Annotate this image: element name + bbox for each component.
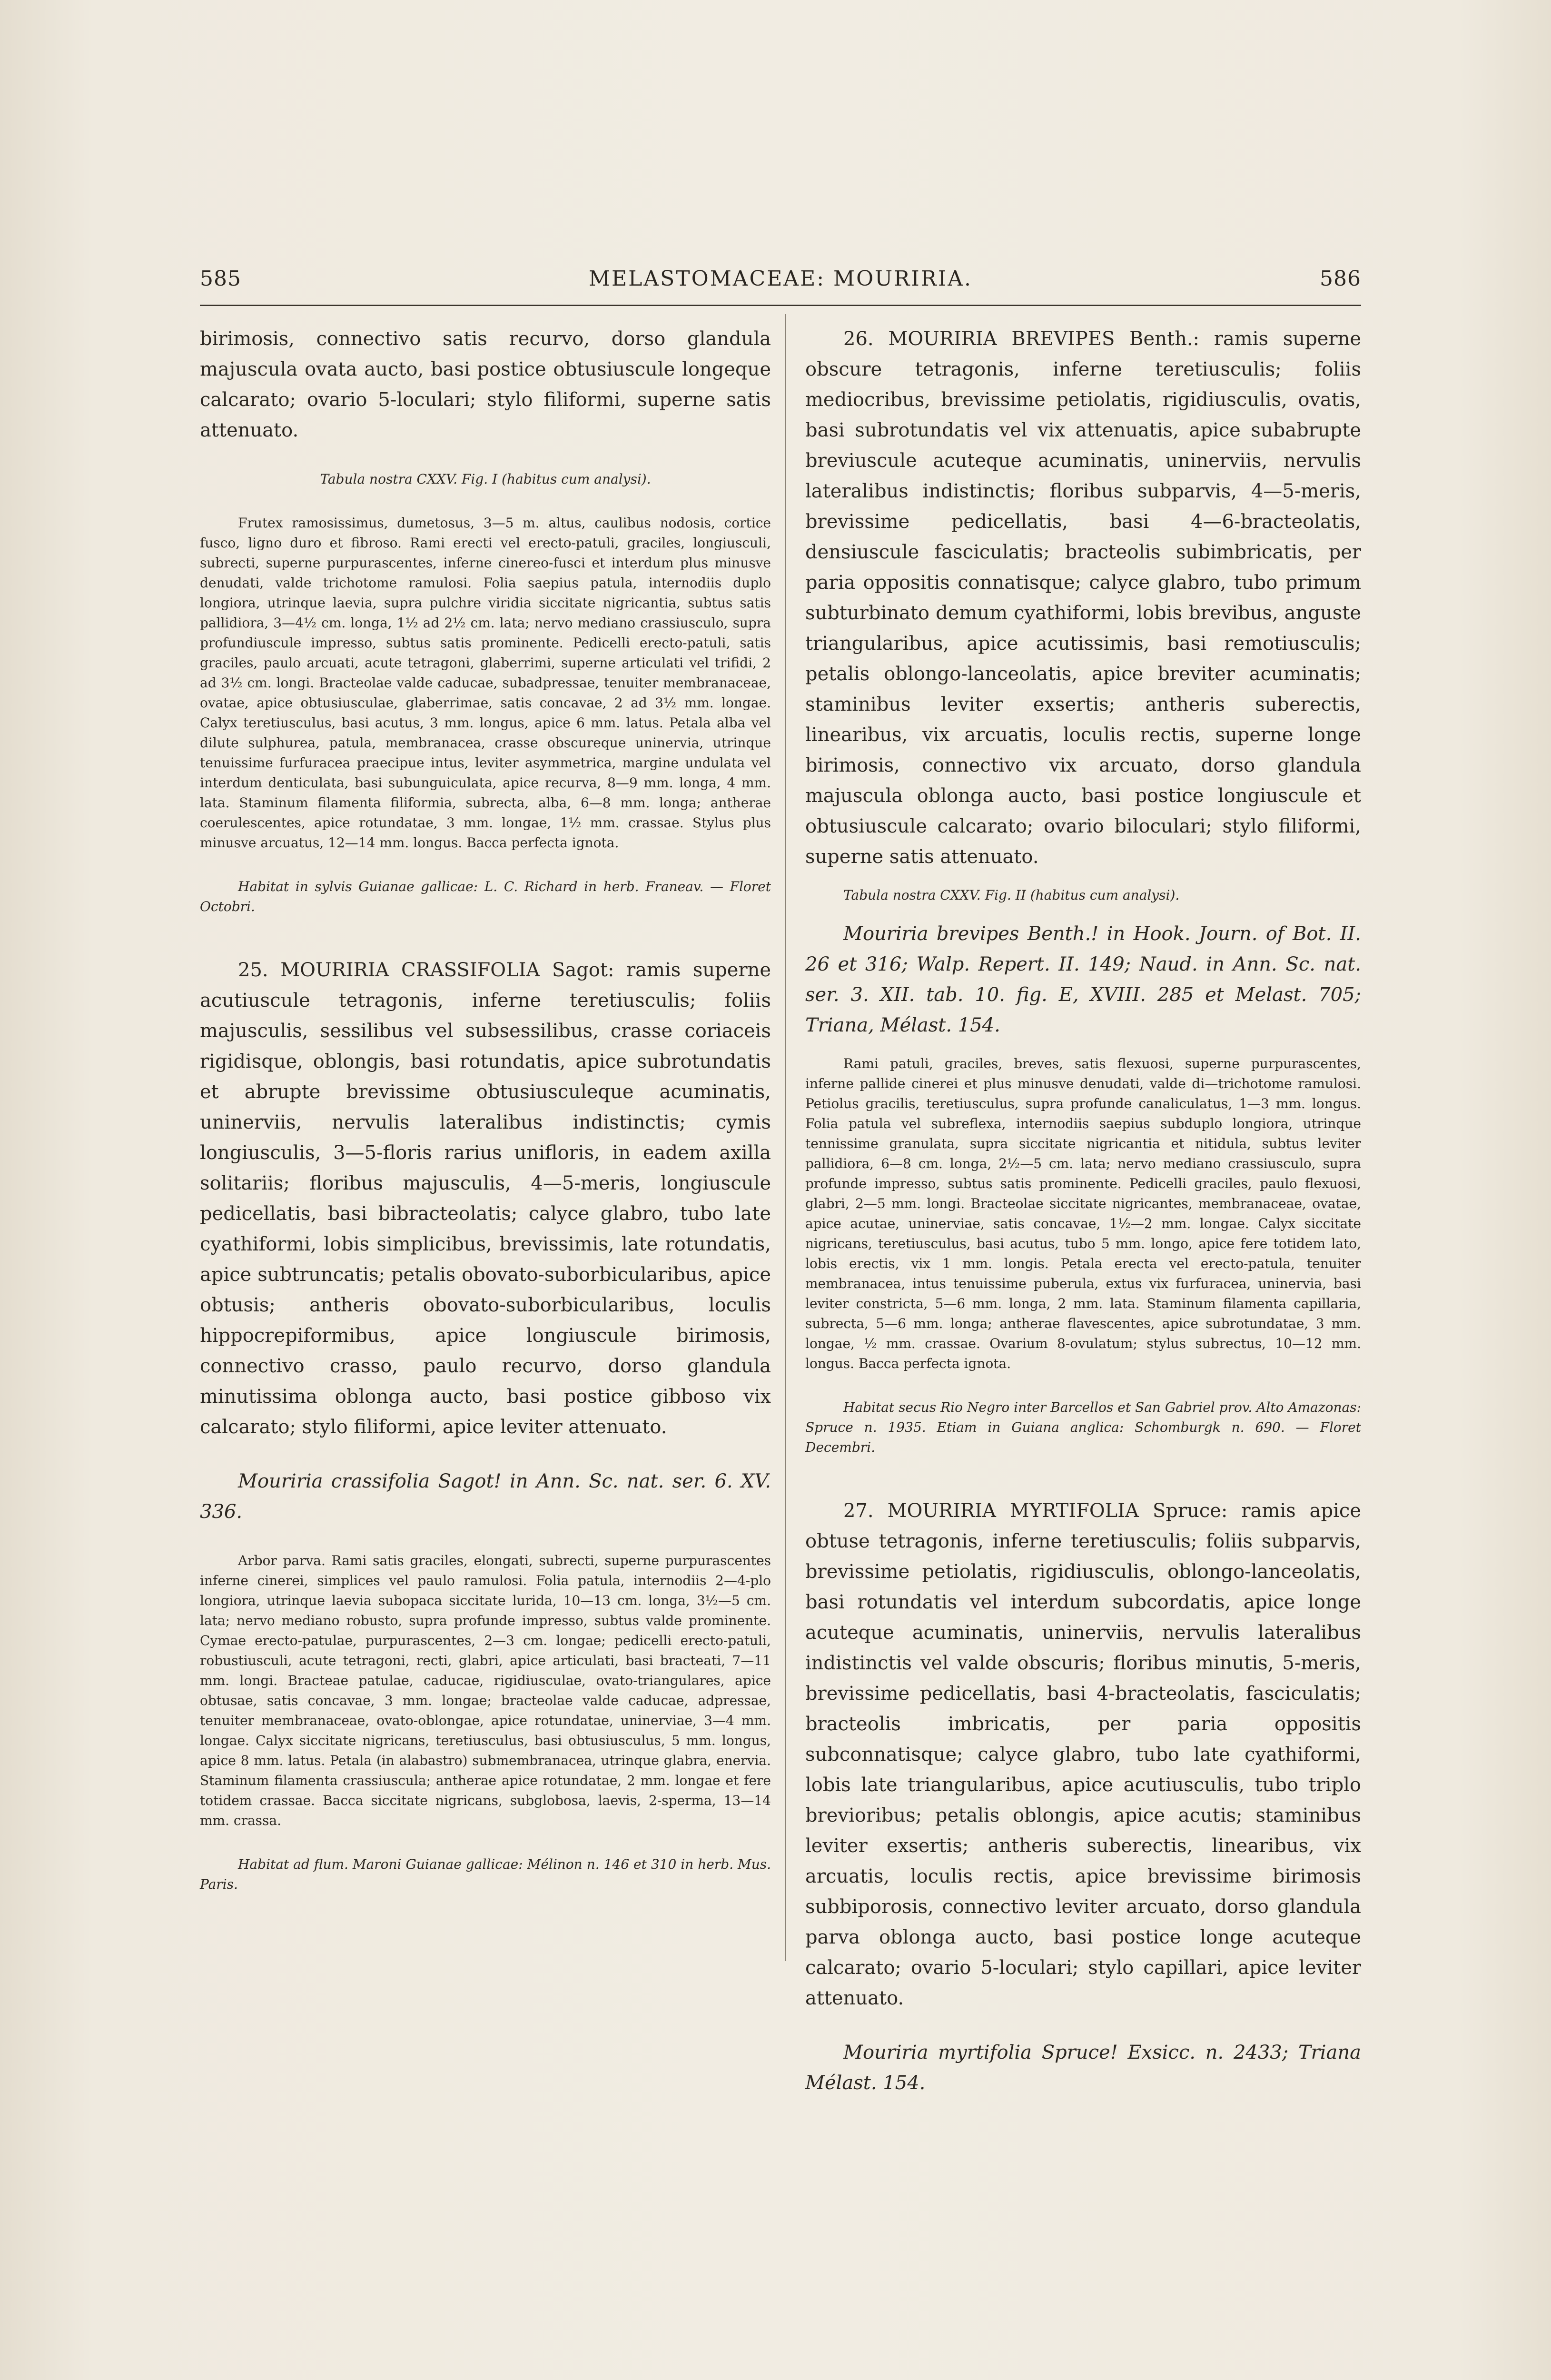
species-26-reference: Mouriria brevipes Benth.! in Hook. Journ. of Bot. II. 26 et 316; Walp. Repert. II. 149; Naud. in Ann. Sc. nat. ser. 3. XII. tab. 10. fig. E, XVIII. 285 et Melast. 705; Triana, Mélast. 154. (805, 923, 1361, 1036)
species-description: Frutex ramosissimus, dumetosus, 3—5 m. altus, caulibus nodosis, cortice fusco, ligno duro et fibroso. Rami erecti vel erecto-patuli, graciles, longiusculi, subrecti, superne purpurascentes, inferne cinereo-fusci et interdum plus minusve denudati, valde trichotome ramulosi. Folia saepius patula, internodiis duplo longiora, utrinque laevia, supra pulchre viridia siccitate nigricantia, subtus satis pallidiora, 3—4½ cm. longa, 1½ ad 2½ cm. lata; nervo mediano crassiusculo, supra profundiuscule impresso, subtus satis prominente. Pedicelli erecto-patuli, satis graciles, paulo arcuati, acute tetragoni, glaberrimi, superne articulati vel trifidi, 2 ad 3½ cm. longi. Bracteolae valde caducae, subadpressae, tenuiter membranaceae, ovatae, apice obtusiusculae, glaberrimae, satis concavae, 2 ad 3½ mm. longae. Calyx teretiusculus, basi acutus, 3 mm. longus, apice 6 mm. latus. Petala alba vel dilute sulphurea, patula, membranacea, crasse obscureque uninervia, utrinque tenuissime furfuracea praecipue intus, leviter asymmetrica, margine undulata vel interdum denticulata, basi subunguiculata, apice recurva, 8—9 mm. longa, 4 mm. lata. Staminum filamenta filiformia, subrecta, alba, 6—8 mm. longa; antherae coerulescentes, apice rotundatae, 3 mm. longae, 1½ mm. crassae. Stylus plus minusve arcuatus, 12—14 mm. longus. Bacca perfecta ignota. (200, 515, 771, 851)
plate-reference: Tabula nostra CXXV. Fig. I (habitus cum analysi). (320, 471, 651, 487)
right-column (805, 324, 1361, 2098)
species-26-description: Rami patuli, graciles, breves, satis flexuosi, superne purpurascentes, inferne pallide cinerei et plus minusve denudati, valde di—trichotome ramulosi. Petiolus gracilis, teretiusculus, supra profunde canaliculatus, 1—3 mm. longus. Folia patula vel subreflexa, internodiis saepius subduplo longiora, utrinque tennissime granulata, supra siccitate nigricantia et nitidula, subtus leviter pallidiora, 6—8 cm. longa, 2½—5 cm. lata; nervo mediano crassiusculo, supra profunde impresso, subtus satis prominente. Pedicelli graciles, paulo flexuosi, glabri, 2—5 mm. longi. Bracteolae siccitate nigricantes, membranaceae, ovatae, apice acutae, uninerviae, satis concavae, 1½—2 mm. longae. Calyx siccitate nigricans, teretiusculus, basi acutus, tubo 5 mm. longo, apice fere totidem lato, lobis erectis, vix 1 mm. longis. Petala erecta vel erecto-patula, tenuiter membranacea, intus tenuissime puberula, extus vix furfuracea, uninervia, basi leviter constricta, 5—6 mm. longa, 2 mm. lata. Staminum filamenta capillaria, subrecta, 5—6 mm. longa; antherae flavescentes, apice subrotundatae, 3 mm. longae, ½ mm. crassae. Ovarium 8-ovulatum; stylus subrectus, 10—12 mm. longus. Bacca perfecta ignota. (805, 1056, 1361, 1371)
species-25-reference: Mouriria crassifolia Sagot! in Ann. Sc. nat. ser. 6. XV. 336. (200, 1470, 771, 1523)
species-27-reference: Mouriria myrtifolia Spruce! Exsicc. n. 2433; Triana Mélast. 154. (805, 2042, 1361, 2094)
habitat-note: Habitat in sylvis Guianae gallicae: L. C. Richard in herb. Franeav. — Floret Octobri. (200, 879, 771, 914)
species-26-diagnosis: 26. MOURIRIA BREVIPES Benth.: ramis superne obscure tetragonis, inferne teretiusculis; foliis mediocribus, brevissime petiolatis, rigidiusculis, ovatis, basi subrotundatis vel vix attenuatis, apice subabrupte breviuscule acuteque acuminatis, uninerviis, nervulis lateralibus indistinctis; floribus subparvis, 4—5-meris, brevissime pedicellatis, basi 4—6-bracteolatis, densiuscule fasciculatis; bracteolis subimbricatis, per paria oppositis connatisque; calyce glabro, tubo primum subturbinato demum cyathiformi, lobis brevibus, anguste triangularibus, apice acutissimis, basi remotiusculis; petalis oblongo-lanceolatis, apice breviter acuminatis; staminibus leviter exsertis; antheris suberectis, linearibus, vix arcuatis, loculis rectis, superne longe birimosis, connectivo vix arcuato, dorso glandula majuscula oblonga aucto, basi postice longiuscule et obtusiuscule calcarato; ovario biloculari; stylo filiformi, superne satis attenuato. (805, 328, 1361, 868)
species-26-plate-reference: Tabula nostra CXXV. Fig. II (habitus cum analysi). (843, 887, 1180, 903)
page-header (200, 267, 1361, 300)
column-divider (785, 314, 786, 1961)
species-26-habitat: Habitat secus Rio Negro inter Barcellos et San Gabriel prov. Alto Amazonas: Spruce n. 1935. Etiam in Guiana anglica: Schomburgk n. 690. — Floret Decembri. (805, 1399, 1361, 1455)
running-title: MELASTOMACEAE: MOURIRIA. (588, 267, 973, 291)
header-rule (200, 305, 1361, 306)
diagnosis-continued: birimosis, connectivo satis recurvo, dorso glandula majuscula ovata aucto, basi postice obtusiuscule longeque calcarato; ovario 5-loculari; stylo filiformi, superne satis attenuato. (200, 328, 771, 441)
page-number-right: 586 (1320, 267, 1361, 291)
page-number-left: 585 (200, 267, 241, 291)
left-column (200, 324, 771, 1894)
species-25-description: Arbor parva. Rami satis graciles, elongati, subrecti, superne purpurascentes inferne cinerei, simplices vel paulo ramulosi. Folia patula, internodiis 2—4-plo longiora, utrinque laevia subopaca siccitate lurida, 10—13 cm. longa, 3½—5 cm. lata; nervo mediano robusto, supra profunde impresso, subtus valde prominente. Cymae erecto-patulae, purpurascentes, 2—3 cm. longae; pedicelli erecto-patuli, robustiusculi, acute tetragoni, recti, glabri, apice articulati, basi bracteati, 7—11 mm. longi. Bracteae patulae, caducae, rigidiusculae, ovato-triangulares, apice obtusae, satis concavae, 3 mm. longae; bracteolae valde caducae, adpressae, tenuiter membranaceae, ovato-oblongae, apice rotundatae, uninerviae, 3—4 mm. longae. Calyx siccitate nigricans, teretiusculus, basi obtusiusculus, 5 mm. longus, apice 8 mm. latus. Petala (in alabastro) submembranacea, utrinque glabra, enervia. Staminum filamenta crassiuscula; antherae apice rotundatae, 2 mm. longae et fere totidem crassae. Bacca siccitate nigricans, subglobosa, laevis, 2-sperma, 13—14 mm. crassa. (200, 1553, 771, 1828)
species-25-habitat: Habitat ad flum. Maroni Guianae gallicae: Mélinon n. 146 et 310 in herb. Mus. Paris. (200, 1856, 771, 1892)
species-25-diagnosis: 25. MOURIRIA CRASSIFOLIA Sagot: ramis superne acutiuscule tetragonis, inferne teretiusculis; foliis majusculis, sessilibus vel subsessilibus, crasse coriaceis rigidisque, oblongis, basi rotundatis, apice subrotundatis et abrupte brevissime obtusiusculeque acuminatis, uninerviis, nervulis lateralibus indistinctis; cymis longiusculis, 3—5-floris rarius unifloris, in eadem axilla solitariis; floribus majusculis, 4—5-meris, longiuscule pedicellatis, basi bibracteolatis; calyce glabro, tubo late cyathiformi, lobis simplicibus, brevissimis, late rotundatis, apice subtruncatis; petalis obovato-suborbicularibus, apice obtusis; antheris obovato-suborbicularibus, loculis hippocrepiformibus, apice longiuscule birimosis, connectivo crasso, paulo recurvo, dorso glandula minutissima oblonga aucto, basi postice gibboso vix calcarato; stylo filiformi, apice leviter attenuato. (200, 959, 771, 1438)
species-27-diagnosis: 27. MOURIRIA MYRTIFOLIA Spruce: ramis apice obtuse tetragonis, inferne teretiusculis; foliis subparvis, brevissime petiolatis, rigidiusculis, oblongo-lanceolatis, basi rotundatis vel interdum subcordatis, apice longe acuteque acuminatis, uninerviis, nervulis lateralibus indistinctis vel valde obscuris; floribus minutis, 5-meris, brevissime pedicellatis, basi 4-bracteolatis, fasciculatis; bracteolis imbricatis, per paria oppositis subconnatisque; calyce glabro, tubo late cyathiformi, lobis late triangularibus, apice acutiusculis, tubo triplo brevioribus; petalis oblongis, apice acutis; staminibus leviter exsertis; antheris suberectis, linearibus, vix arcuatis, loculis rectis, apice brevissime birimosis subbiporosis, connectivo leviter arcuato, dorso glandula parva oblonga aucto, basi postice longe acuteque calcarato; ovario 5-loculari; stylo capillari, apice leviter attenuato. (805, 1500, 1361, 2009)
